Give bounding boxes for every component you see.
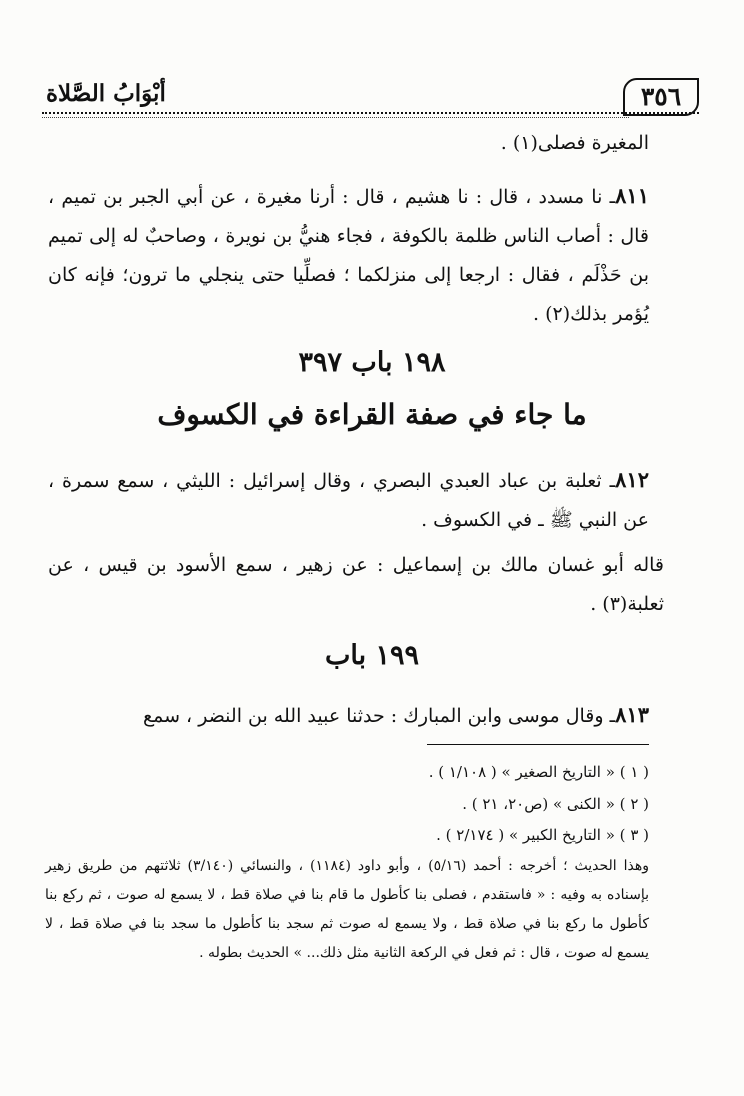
footnote-3: ( ٣ ) « التاريخ الكبير » ( ٢/١٧٤ ) .	[436, 826, 649, 844]
running-title: أبْوَابُ الصَّلاة	[46, 80, 166, 107]
chapter-heading-199: ١٩٩ باب	[324, 640, 420, 671]
page-header	[42, 74, 699, 118]
hadith-text: ـ ثعلبة بن عباد العبدي البصري ، وقال إسرائيل : الليثي ، سمع سمرة ، عن النبي ﷺ ـ في الكسوف .	[48, 470, 649, 531]
chapter-title: ما جاء في صفة القراءة في الكسوف	[157, 398, 587, 431]
footnote-divider	[427, 744, 649, 745]
chapter-heading: ١٩٨ باب ٣٩٧	[298, 347, 446, 378]
hadith-812	[48, 460, 649, 540]
footnote-2: ( ٢ ) « الكنى » (ص٢٠، ٢١ ) .	[462, 795, 649, 813]
footnote-note: وهذا الحديث ؛ أخرجه : أحمد (٥/١٦) ، وأبو داود (١١٨٤) ، والنسائي (٣/١٤٠) ثلاثتهم من طريق زهير بإسناده به وفيه : « فاستقدم ، فصلى بنا كأطول ما قام بنا في صلاة قط ، لا يسمع له صوت ، ثم ركع بنا كأطول ما ركع بنا في صلاة قط ، ولا يسمع له صوت ثم سجد بنا كأطول ما سجد بنا في صلاة قط ، لا يسمع له صوت ، قال : ثم فعل في الركعة الثانية مثل ذلك... » الحديث بطوله .	[45, 858, 649, 961]
hadith-813	[48, 702, 649, 727]
hadith-number: ٨١٢	[615, 467, 649, 492]
hadith-number: ٨١٣	[615, 702, 649, 727]
hadith-812-note: قاله أبو غسان مالك بن إسماعيل : عن زهير ، سمع الأسود بن قيس ، عن ثعلبة(٣) .	[48, 554, 664, 615]
header-divider	[42, 112, 699, 114]
hadith-text: ـ وقال موسى وابن المبارك : حدثنا عبيد الله بن النضر ، سمع	[142, 705, 616, 727]
continuation-line: المغيرة فصلى(١) .	[500, 132, 649, 154]
hadith-text: ـ نا مسدد ، قال : نا هشيم ، قال : أرنا مغيرة ، عن أبي الجبر بن تميم ، قال : أصاب الناس ظلمة بالكوفة ، فجاء هنيُّ بن نويرة ، وصاحبٌ له إلى تميم بن حَذْلَم ، فقال : ارجعا إلى منزلكما ؛ فصلِّيا حتى ينجلي ما ترون؛ فإنه كان يُؤمر بذلك(٢) .	[48, 186, 649, 325]
header-divider-secondary	[42, 117, 629, 118]
hadith-number: ٨١١	[615, 183, 649, 208]
hadith-811	[48, 176, 649, 334]
page-number: ٣٥٦	[623, 78, 699, 116]
footnote-1: ( ١ ) « التاريخ الصغير » ( ١/١٠٨ ) .	[428, 763, 649, 781]
